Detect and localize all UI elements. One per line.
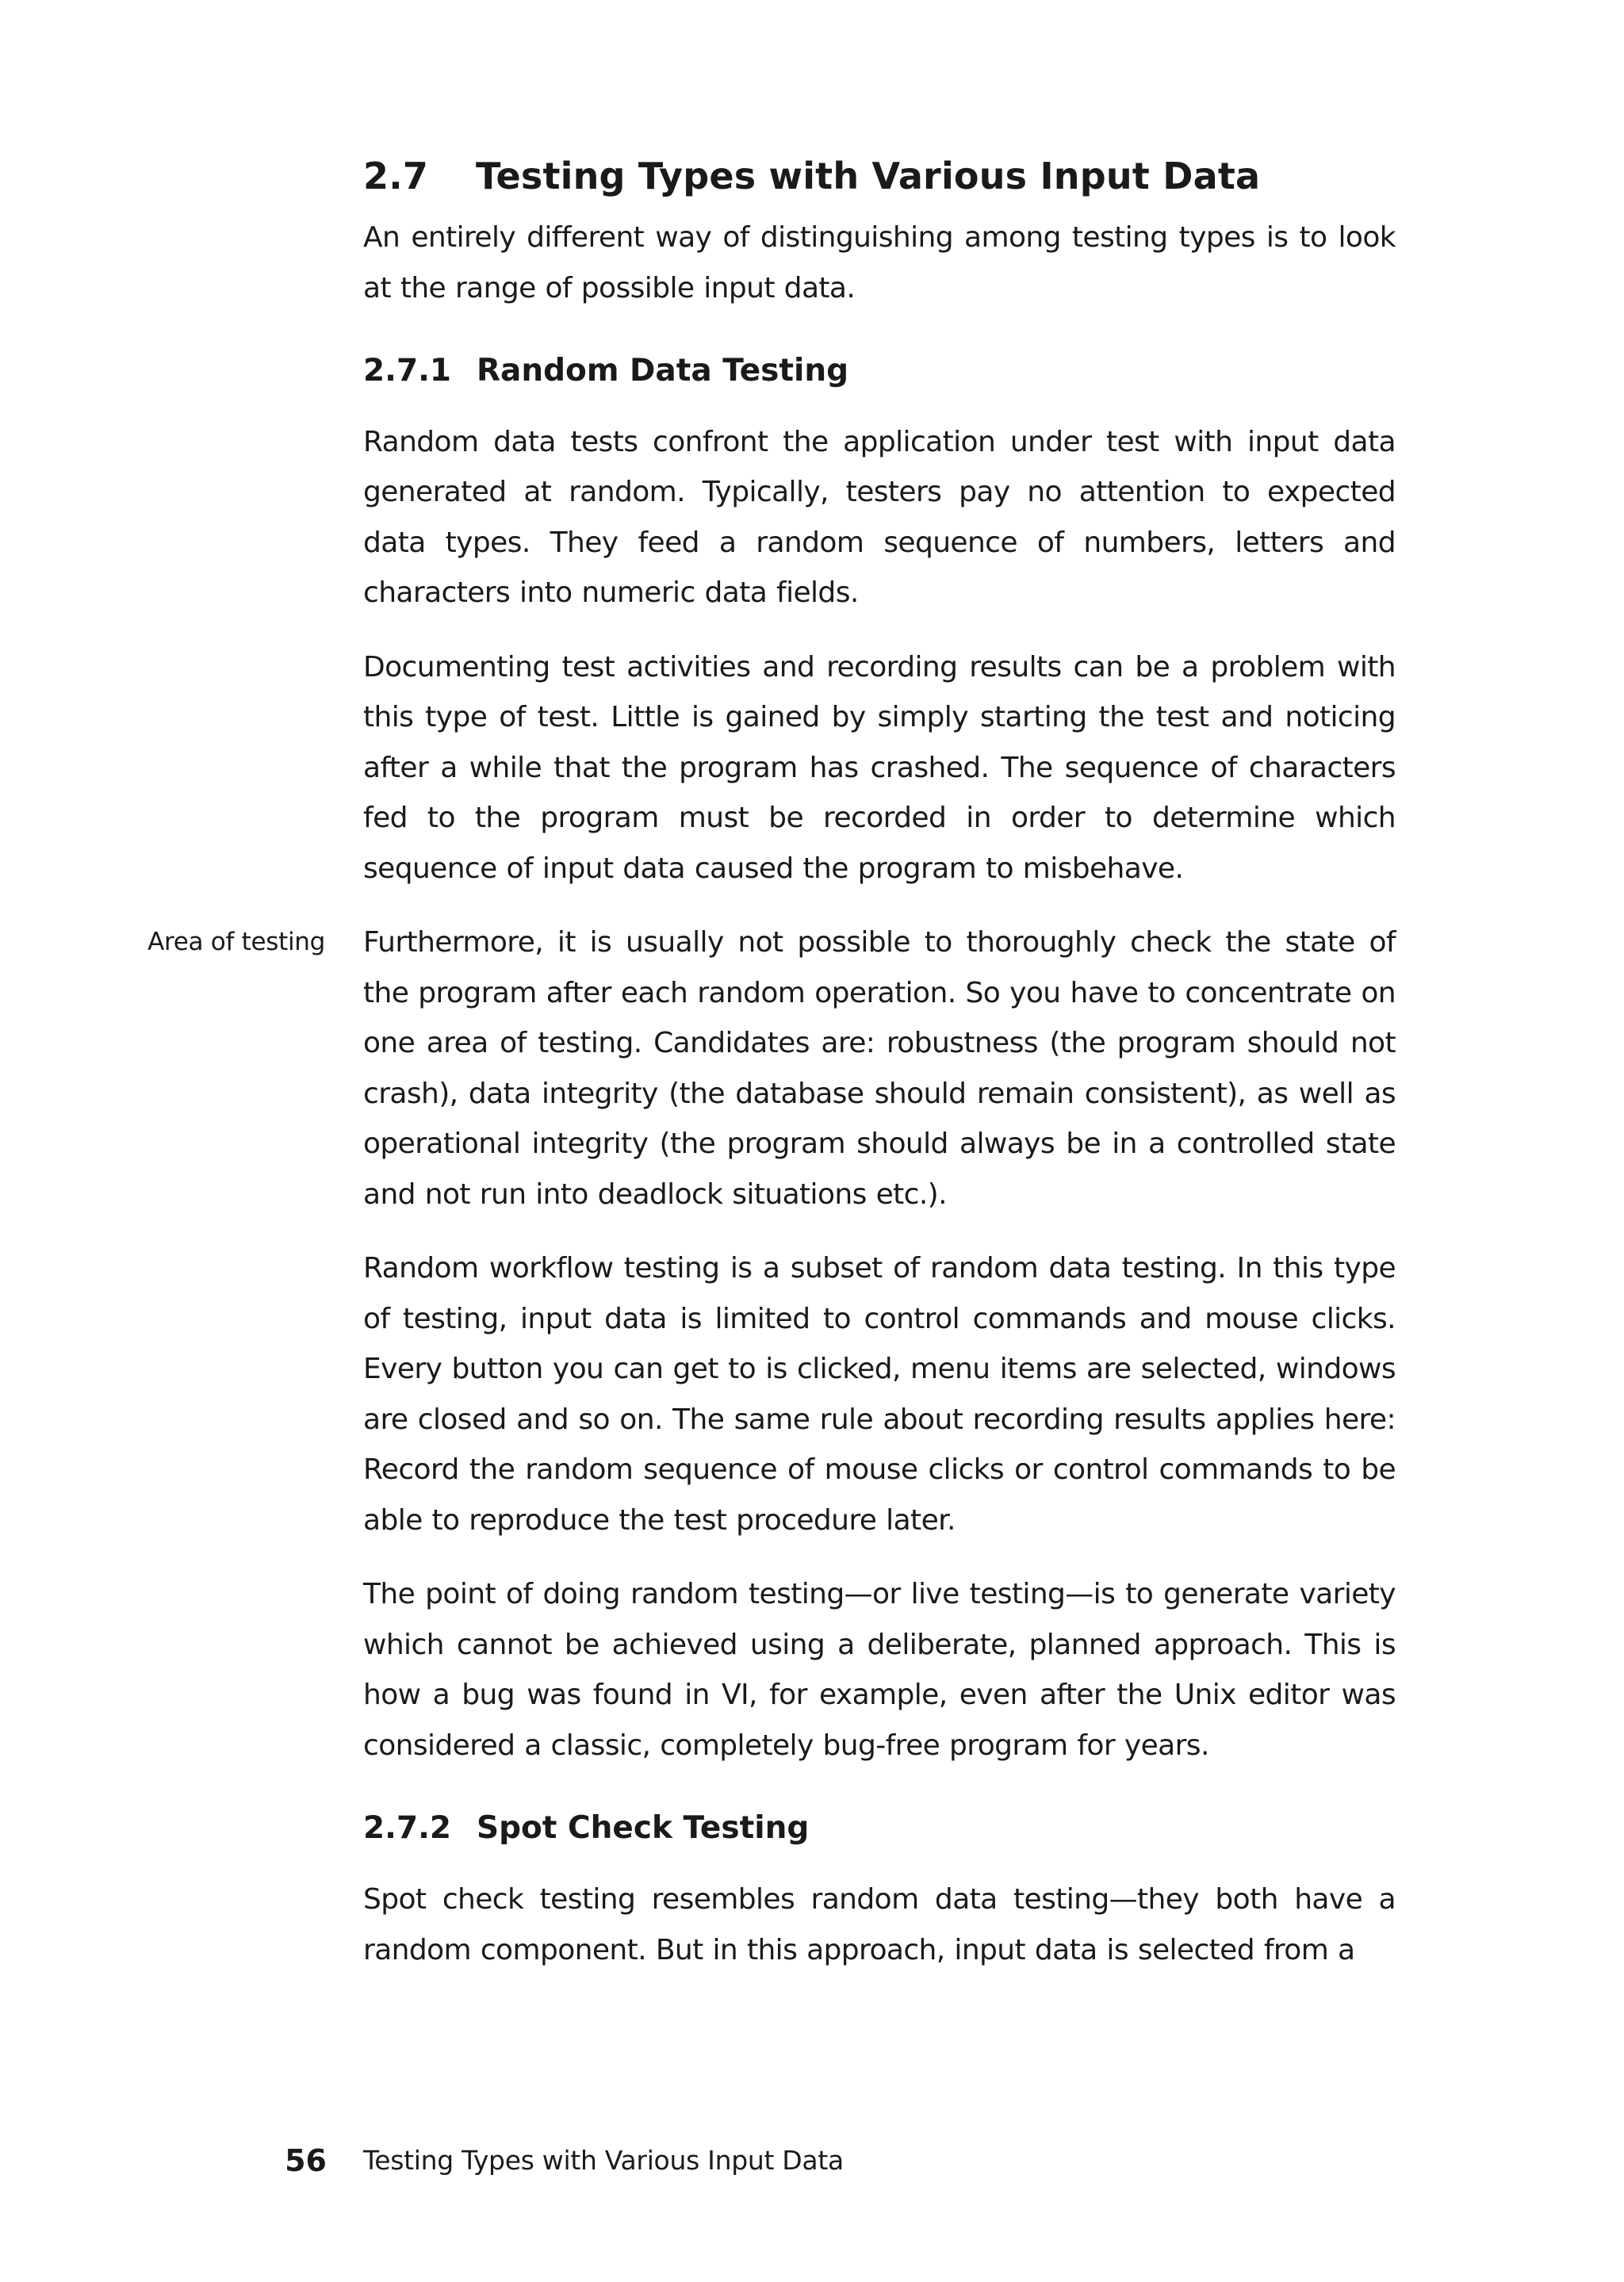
margin-note-area-of-testing: Area of testing (147, 928, 325, 957)
subsection-2-heading (363, 1810, 1396, 1847)
subsection-1-heading (363, 353, 1396, 390)
page-footer (0, 2137, 1624, 2184)
subsection-1-number: 2.7.1 (363, 353, 452, 389)
section-number: 2.7 (363, 155, 429, 197)
section-intro-paragraph: An entirely different way of distinguishing among testing types is to look at the range of possible input data. (363, 221, 1396, 304)
subsection-2-title: Spot Check Testing (477, 1810, 810, 1847)
section-title: Testing Types with Various Input Data (476, 155, 1261, 197)
paragraph-random-workflow: Random workflow testing is a subset of random data testing. In this type of testing, input data is limited to control commands and mouse clicks. Every button you can get to is clicked, menu items are selected, windows are closed and so on. The same rule about recording results applies here: Record the random sequence of mouse clicks or control commands to be able to reproduce the test procedure later. (363, 1252, 1396, 1537)
running-head: Testing Types with Various Input Data (363, 2145, 844, 2176)
paragraph-random-data-intro: Random data tests confront the application under test with input data generated at random. Typically, testers pay no attention to expected data types. They feed a random sequence of numbers, letters and characters into numeric data fields. (363, 425, 1396, 610)
paragraph-spot-check: Spot check testing resembles random data testing—they both have a random component. But in this approach, input data is selected from a (363, 1883, 1396, 1966)
paragraph-area-of-testing: Furthermore, it is usually not possible to thoroughly check the state of the program after each random operation. So you have to concentrate on one area of testing. Candidates are: robustness (the program should not crash), data integrity (the database should remain consistent), as well as operational integrity (the program should always be in a controlled state and not run into deadlock situations etc.). (363, 926, 1396, 1211)
paragraph-documenting: Documenting test activities and recording results can be a problem with this type of test. Little is gained by simply starting the test and noticing after a while that the program has crashed. The sequence of characters fed to the program must be recorded in order to determine which sequence of input data caused the program to misbehave. (363, 650, 1396, 885)
paragraph-point-of-random-testing: The point of doing random testing—or live testing—is to generate variety which cannot be achieved using a deliberate, planned approach. This is how a bug was found in VI, for example, even after the Unix editor was considered a classic, completely bug-free program for years. (363, 1578, 1396, 1762)
section-heading (363, 155, 1396, 198)
page-number: 56 (285, 2143, 327, 2178)
main-content (363, 155, 1396, 1975)
subsection-2-number: 2.7.2 (363, 1810, 452, 1847)
subsection-1-title: Random Data Testing (477, 353, 849, 389)
